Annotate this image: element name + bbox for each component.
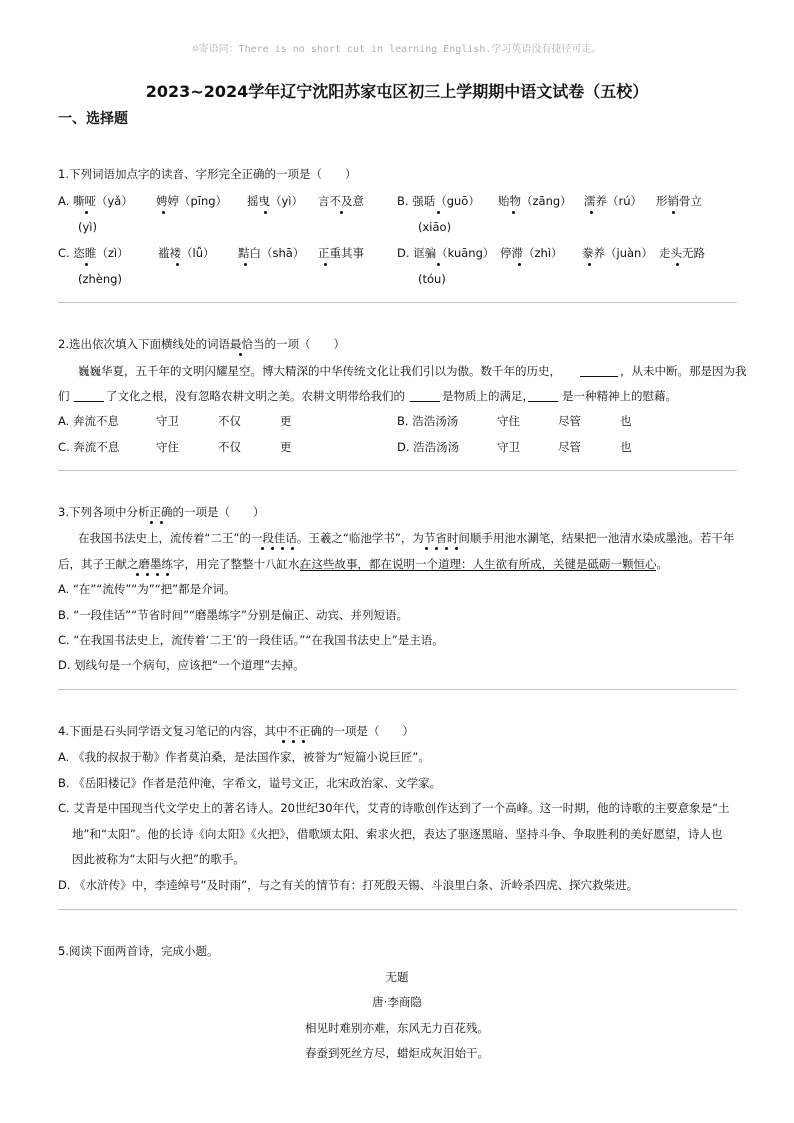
- emphasis-dot: [264, 211, 267, 214]
- q2-option-d-2: 守卫: [497, 440, 520, 454]
- poem-line: 春蚕到死丝方尽，蜡炬成灰泪始干。: [305, 1046, 489, 1060]
- q1-option-d-2: 停滞（zhì）: [500, 246, 563, 260]
- q1-option-c-1: C. 恣睢（zì）: [58, 246, 129, 260]
- q2-option-a-1: A. 奔流不息: [58, 414, 119, 428]
- emphasis-dot: [136, 573, 139, 576]
- q4-option-c-line2: 地”和“太阳”。他的长诗《向太阳》《火把》，借歌颂太阳、索求火把，表达了驱逐黑暗、坚持斗争、争取胜利的美好愿望，诗人也: [72, 827, 723, 841]
- blank-3: [410, 401, 440, 402]
- divider: [58, 689, 737, 690]
- q2-option-b-1: B. 浩浩汤汤: [397, 414, 459, 428]
- q1-option-b-5: (xiāo): [418, 220, 452, 234]
- emphasis-dot: [85, 211, 88, 214]
- q3-passage-line2a: 后，其子王献之磨墨练字，用完了整整十八缸水。: [58, 557, 311, 571]
- q2-option-b-2: 守住: [497, 414, 520, 428]
- emphasis-dot: [512, 211, 515, 214]
- q1-option-a-5: (yì): [78, 220, 97, 234]
- q5-stem: 5.阅读下面两首诗，完成小题。: [58, 944, 219, 958]
- q1-option-b-4: 形销骨立: [656, 194, 702, 208]
- emphasis-dot: [302, 740, 305, 743]
- emphasis-dot: [156, 573, 159, 576]
- emphasis-dot: [437, 211, 440, 214]
- poem-author: 唐·李商隐: [372, 995, 422, 1009]
- emphasis-dot: [455, 547, 458, 550]
- q1-option-a-2: 娉婷（pīng）: [156, 194, 228, 208]
- emphasis-dot: [340, 211, 343, 214]
- q1-option-c-5: (zhèng): [78, 272, 122, 286]
- q1-option-a-4: 言不及意: [318, 194, 364, 208]
- poem-line: 相见时难别亦难，东风无力百花残。: [305, 1021, 489, 1035]
- q4-option-d: D. 《水浒传》中，李逵绰号“及时雨”，与之有关的情节有：打死殷天锡、斗浪里白条、沂岭杀四虎、探穴救柴进。: [58, 878, 639, 892]
- q4-option-b: B. 《岳阳楼记》作者是范仲淹，字希文，谥号文正，北宋政治家、文学家。: [58, 776, 442, 790]
- q1-option-d-1: D. 诓骗（kuāng）: [397, 246, 495, 260]
- q4-option-a: A. 《我的叔叔于勒》作者莫泊桑，是法国作家，被誉为“短篇小说巨匠”。: [58, 750, 430, 764]
- emphasis-dot: [437, 263, 440, 266]
- q2-option-a-2: 守卫: [156, 414, 179, 428]
- emphasis-dot: [244, 263, 247, 266]
- q3-option-b: B. “一段佳话”“节省时间”“磨墨练字”分别是偏正、动宾、并列短语。: [58, 608, 408, 622]
- emphasis-dot: [292, 740, 295, 743]
- q3-option-d: D. 划线句是一个病句，应该把“一个道理”去掉。: [58, 658, 305, 672]
- poem-title: 无题: [385, 970, 409, 984]
- emphasis-dot: [282, 740, 285, 743]
- divider: [58, 470, 737, 471]
- q1-option-d-5: (tóu): [418, 272, 446, 286]
- exam-title: 2023~2024学年辽宁沈阳苏家屯区初三上学期期中语文试卷（五校）: [145, 82, 649, 101]
- q4-stem: 4.下面是石头同学语文复习笔记的内容，其中不正确的一项是（ ）: [58, 724, 414, 738]
- q2-passage-line1b: ，从未中断。那是因为我: [620, 364, 747, 378]
- q2-passage-line1: 巍巍华夏，五千年的文明闪耀星空。博大精深的中华传统文化让我们引以为傲。数千年的历史，: [78, 364, 561, 378]
- q3-underlined-sentence: 在这些故事，都在说明一个道理：人生欲有所成，关键是砥砺一颗恒心。: [300, 557, 668, 571]
- emphasis-dot: [176, 263, 179, 266]
- section-heading: 一、选择题: [58, 111, 128, 127]
- q3-option-c: C. “在我国书法史上，流传着‘二王’的一段佳话。”“在我国书法史上”是主语。: [58, 633, 444, 647]
- emphasis-dot: [676, 263, 679, 266]
- q1-option-a-3: 摇曳（yì）: [247, 194, 304, 208]
- emphasis-dot: [150, 521, 153, 524]
- emphasis-dot: [85, 263, 88, 266]
- emphasis-dot: [162, 211, 165, 214]
- q2-option-b-3: 尽管: [558, 414, 581, 428]
- emphasis-dot: [146, 573, 149, 576]
- emphasis-dot: [281, 547, 284, 550]
- blank-4: [528, 401, 558, 402]
- blank-1: [580, 376, 618, 377]
- q2-option-d-1: D. 浩浩汤汤: [397, 440, 460, 454]
- emphasis-dot: [271, 547, 274, 550]
- divider: [58, 909, 737, 910]
- q3-passage-line1: 在我国书法史上，流传着“二王”的一段佳话。王羲之“临池学书”，为节省时间顺手用池水涮笔，结果把一池清水染成墨池。若干年: [78, 531, 735, 545]
- q4-option-c-line1: C. 艾青是中国现当代文学史上的著名诗人。20世纪30年代，艾青的诗歌创作达到了一个高峰。这一时期，他的诗歌的主要意象是“土: [58, 801, 730, 815]
- emphasis-dot: [445, 547, 448, 550]
- q1-option-c-3: 黠白（shā）: [238, 246, 305, 260]
- q2-option-c-3: 不仅: [218, 440, 241, 454]
- blank-2: [74, 401, 104, 402]
- q1-option-a-1: A. 嘶哑（yǎ）: [58, 194, 133, 208]
- q3-option-a: A. “在”“流传”“为”“把”都是介词。: [58, 582, 236, 596]
- q2-option-d-4: 也: [620, 440, 632, 454]
- emphasis-dot: [435, 547, 438, 550]
- q1-option-c-4: 正重其事: [318, 246, 364, 260]
- divider: [58, 302, 737, 303]
- q1-option-c-2: 褴褛（lǚ）: [158, 246, 215, 260]
- q2-option-d-3: 尽管: [558, 440, 581, 454]
- emphasis-dot: [518, 263, 521, 266]
- q1-stem: 1.下列词语加点字的读音、字形完全正确的一项是（ ）: [58, 167, 357, 181]
- emphasis-dot: [324, 263, 327, 266]
- q2-option-c-4: 更: [280, 440, 292, 454]
- q2-passage-line2a: 们: [58, 389, 70, 403]
- q1-option-b-1: B. 强聒（guō）: [397, 194, 480, 208]
- emphasis-dot: [672, 211, 675, 214]
- sentence-underline: [300, 570, 656, 571]
- q2-option-a-3: 不仅: [218, 414, 241, 428]
- q2-option-c-2: 守住: [156, 440, 179, 454]
- emphasis-dot: [239, 353, 242, 356]
- emphasis-dot: [425, 547, 428, 550]
- q1-option-b-3: 濡养（rú）: [584, 194, 643, 208]
- q2-passage-line2b: 了文化之根，没有忽略农耕文明之美。农耕文明带给我们的: [106, 389, 405, 403]
- q4-option-c-line3: 因此被称为“太阳与火把”的歌手。: [72, 852, 245, 866]
- q2-option-b-4: 也: [620, 414, 632, 428]
- q1-option-b-2: 贻物（zāng）: [498, 194, 572, 208]
- q2-option-a-4: 更: [280, 414, 292, 428]
- q1-option-d-3: 豢养（juàn）: [582, 246, 653, 260]
- watermark: ☺寄语同：There is no short cut in learning English.学习英语没有捷径可走。: [192, 44, 602, 55]
- q2-passage-line2c: 是物质上的满足，: [442, 389, 534, 403]
- q3-stem: 3.下列各项中分析正确的一项是（ ）: [58, 505, 265, 519]
- emphasis-dot: [166, 573, 169, 576]
- q2-option-c-1: C. 奔流不息: [58, 440, 120, 454]
- emphasis-dot: [588, 263, 591, 266]
- emphasis-dot: [291, 547, 294, 550]
- q2-stem: 2.选出依次填入下面横线处的词语最恰当的一项（ ）: [58, 337, 345, 351]
- emphasis-dot: [590, 211, 593, 214]
- q1-option-d-4: 走头无路: [659, 246, 705, 260]
- emphasis-dot: [261, 547, 264, 550]
- emphasis-dot: [160, 521, 163, 524]
- q2-passage-line2d: 是一种精神上的慰藉。: [562, 389, 677, 403]
